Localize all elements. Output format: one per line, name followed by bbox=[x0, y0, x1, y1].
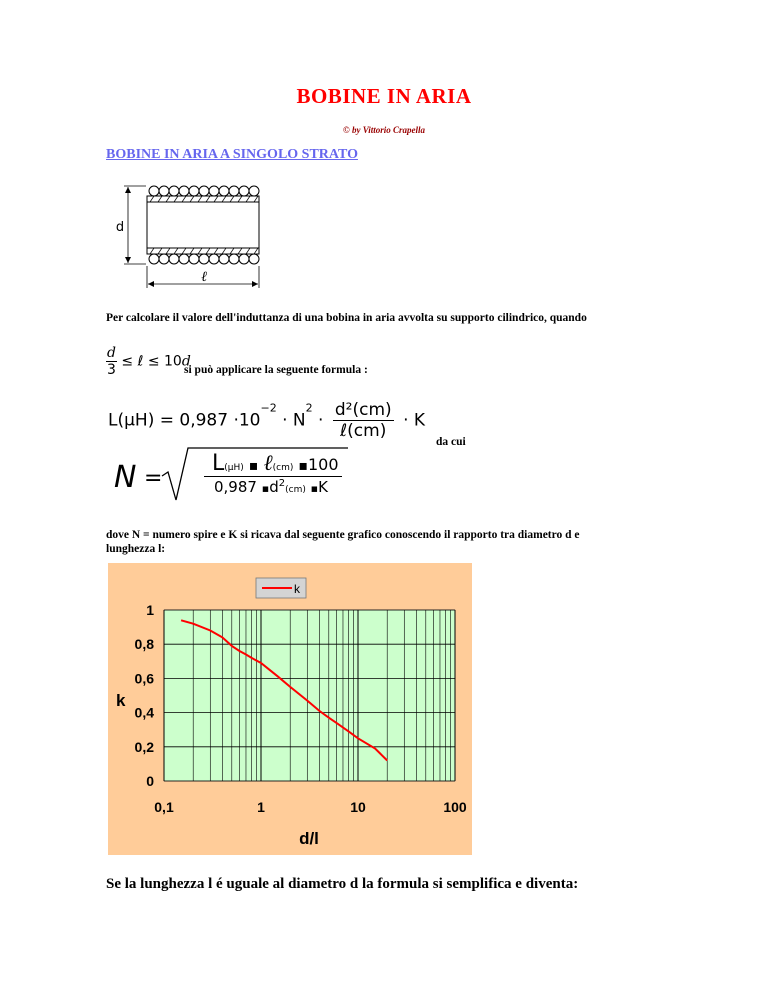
formula-N-denominator: 0,987 $▪d^2(cm)$ ▪K bbox=[214, 478, 328, 496]
formula-N-L-unit: (μH) bbox=[224, 463, 244, 473]
coil-diagram bbox=[106, 180, 270, 290]
diameter-label: d bbox=[115, 220, 125, 235]
formula-N-d-exp: 2 bbox=[278, 478, 286, 489]
coil-form-bottom bbox=[147, 248, 259, 254]
plot-area bbox=[164, 610, 455, 781]
x-axis-label: d/l bbox=[299, 829, 319, 848]
k-chart bbox=[108, 563, 472, 855]
formula-L-exponent: −2 bbox=[260, 401, 277, 415]
condition-text: si può applicare la seguente formula : bbox=[184, 364, 368, 376]
formula-N-l: ℓ bbox=[263, 451, 273, 476]
x-tick-label: 1 bbox=[257, 799, 265, 815]
condition-formula bbox=[106, 345, 191, 378]
formula-L-dot: · bbox=[312, 410, 324, 431]
formula-L-tail: · K bbox=[403, 410, 426, 431]
y-tick-label: 0,2 bbox=[134, 738, 154, 755]
formula-N-100: 100 bbox=[308, 455, 339, 474]
y-tick-label: 0,8 bbox=[134, 636, 154, 653]
y-tick-label: 0,4 bbox=[134, 704, 154, 721]
y-tick-label: 0,6 bbox=[134, 670, 154, 687]
page-title: BOBINE IN ARIA bbox=[296, 84, 472, 108]
coil-core bbox=[147, 202, 259, 248]
formula-N-l-unit: (cm) bbox=[272, 463, 294, 473]
formula-L-lhs: L(μH) = 0,987 ·10 bbox=[108, 410, 261, 431]
coil-form-top bbox=[147, 196, 259, 202]
dove-text: dove N = numero spire e K si ricava dal seguente grafico conoscendo il rapporto tra diametro d e lunghezza l: bbox=[106, 529, 580, 555]
section-link[interactable]: BOBINE IN ARIA A SINGOLO STRATO bbox=[106, 147, 358, 162]
coil-top-turns bbox=[149, 186, 259, 196]
formula-L-N-exponent: 2 bbox=[305, 401, 313, 415]
condition-variable: d bbox=[181, 353, 191, 370]
formula-N-d-unit: (cm) bbox=[285, 485, 306, 495]
formula-N-L: L bbox=[212, 451, 225, 476]
formula-L-numerator: d²(cm) bbox=[334, 400, 392, 420]
coil-bottom-turns bbox=[149, 254, 259, 264]
intro-text: Per calcolare il valore dell'induttanza di una bobina in aria avvolta su supporto cilindrico, quando bbox=[106, 312, 587, 324]
turns-formula bbox=[106, 446, 366, 502]
inductance-formula bbox=[108, 400, 425, 441]
condition-denominator: 3 bbox=[107, 362, 116, 378]
da-cui-text: da cui bbox=[436, 436, 466, 448]
y-tick-label: 0 bbox=[146, 773, 154, 789]
condition-inequality: ≤ ℓ ≤ 10 bbox=[121, 353, 182, 370]
formula-N-K: K bbox=[318, 478, 328, 496]
formula-N-d: d bbox=[269, 478, 279, 496]
condition-numerator: d bbox=[107, 345, 116, 361]
legend-label-k: k bbox=[294, 582, 300, 596]
length-label: ℓ bbox=[201, 269, 207, 285]
final-text: Se la lunghezza l é uguale al diametro d la formula si semplifica e diventa: bbox=[106, 876, 579, 892]
formula-N-lhs: N bbox=[114, 460, 137, 495]
formula-L-denominator: ℓ(cm) bbox=[340, 421, 387, 441]
x-tick-label: 0,1 bbox=[154, 799, 174, 815]
formula-L-N: · N bbox=[276, 410, 306, 431]
y-tick-label: 1 bbox=[146, 602, 154, 618]
formula-N-0987: 0,987 bbox=[214, 478, 257, 496]
x-tick-label: 100 bbox=[443, 799, 467, 815]
formula-N-equals: = bbox=[144, 466, 163, 491]
y-axis-label: k bbox=[116, 691, 126, 710]
byline: © by Vittorio Crapella bbox=[343, 125, 425, 135]
formula-N-numerator: L(μH) ▪ ℓ(cm) ▪100 bbox=[212, 451, 339, 476]
x-tick-label: 10 bbox=[350, 799, 366, 815]
